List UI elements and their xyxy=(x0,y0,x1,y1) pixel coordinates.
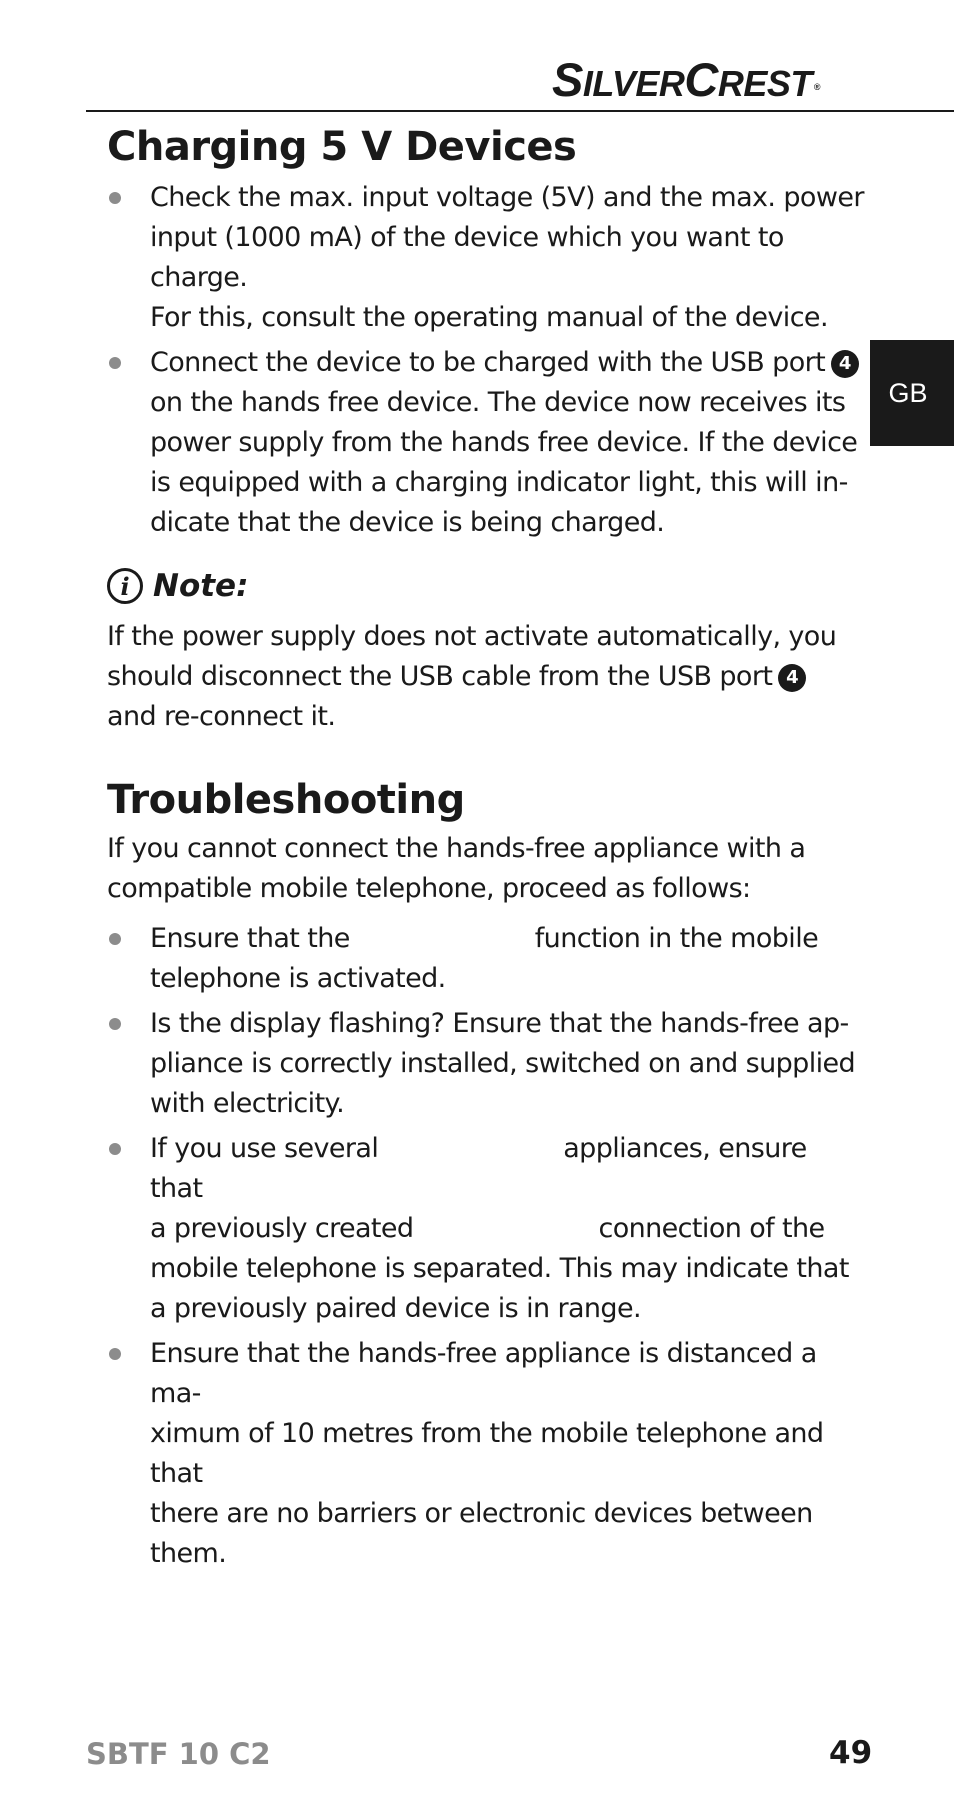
text-line: Is the display flashing? Ensure that the hands-free ap- xyxy=(150,1008,849,1039)
bullet-dot xyxy=(109,933,121,945)
text-segment: should disconnect the USB cable from the USB port xyxy=(107,661,773,692)
bullet-dot xyxy=(109,1143,121,1155)
text-line xyxy=(150,1209,867,1249)
text-line: a previously paired device is in range. xyxy=(150,1293,641,1324)
text-line: compatible mobile telephone, proceed as follows: xyxy=(107,873,751,904)
page-content xyxy=(107,122,867,1579)
note-label: Note: xyxy=(153,568,249,604)
list-item xyxy=(107,1334,867,1574)
text-line: mobile telephone is separated. This may indicate that xyxy=(150,1253,849,1284)
language-tab xyxy=(870,340,954,446)
port-number-badge: 4 xyxy=(831,350,859,378)
text-line: ximum of 10 metres from the mobile telephone and that xyxy=(150,1418,824,1489)
bullet-dot xyxy=(109,192,121,204)
brand-letter: S xyxy=(552,53,583,106)
text-line: on the hands free device. The device now receives its xyxy=(150,387,846,418)
bullet-dot xyxy=(109,1348,121,1360)
text-line xyxy=(150,1129,867,1209)
text-line: dicate that the device is being charged. xyxy=(150,507,665,538)
list-item xyxy=(107,343,867,543)
text-segment: a previously created xyxy=(150,1213,414,1244)
page-number: 49 xyxy=(829,1735,873,1771)
text-line: input (1000 mA) of the device which you want to charge. xyxy=(150,222,784,293)
list-item xyxy=(107,178,867,338)
text-line: Ensure that the hands-free appliance is distanced a ma- xyxy=(150,1338,817,1409)
brand-letter: C xyxy=(684,53,718,106)
text-line: If you cannot connect the hands-free appliance with a xyxy=(107,833,806,864)
charging-list xyxy=(107,178,867,543)
header-rule xyxy=(86,110,954,112)
troubleshooting-intro xyxy=(107,829,867,909)
section-title-charging: Charging 5 V Devices xyxy=(107,124,577,170)
text-line: If the power supply does not activate automatically, you xyxy=(107,621,837,652)
language-tab-label: GB xyxy=(888,377,928,408)
text-line: with electricity. xyxy=(150,1088,345,1119)
brand-letters: REST xyxy=(717,63,812,104)
note-heading xyxy=(107,561,867,611)
model-number: SBTF 10 C2 xyxy=(86,1737,271,1771)
registered-mark: ® xyxy=(813,81,820,92)
text-line: power supply from the hands free device. If the device xyxy=(150,427,858,458)
brand-logo xyxy=(552,52,820,107)
text-line xyxy=(150,343,867,383)
text-segment: function in the mobile xyxy=(534,923,819,954)
list-item xyxy=(107,1129,867,1329)
list-item xyxy=(107,919,867,999)
text-line: there are no barriers or electronic devices between them. xyxy=(150,1498,813,1569)
text-segment: Ensure that the xyxy=(150,923,350,954)
text-line: is equipped with a charging indicator light, this will in- xyxy=(150,467,848,498)
note-body xyxy=(107,617,867,737)
text-line: For this, consult the operating manual of the device. xyxy=(150,302,828,333)
section-title-troubleshooting: Troubleshooting xyxy=(107,777,465,823)
bullet-dot xyxy=(109,357,121,369)
text-segment: Connect the device to be charged with the USB port xyxy=(150,347,826,378)
info-icon: i xyxy=(107,568,143,604)
text-segment: connection of the xyxy=(598,1213,825,1244)
text-line xyxy=(107,657,867,697)
text-line: telephone is activated. xyxy=(150,963,446,994)
port-number-badge: 4 xyxy=(778,664,806,692)
text-line: Check the max. input voltage (5V) and the max. power xyxy=(150,182,864,213)
text-line xyxy=(150,919,867,959)
text-line: pliance is correctly installed, switched on and supplied xyxy=(150,1048,856,1079)
text-line: and re-connect it. xyxy=(107,701,336,732)
text-segment: If you use several xyxy=(150,1133,379,1164)
list-item xyxy=(107,1004,867,1124)
troubleshooting-list xyxy=(107,919,867,1574)
brand-letters: ILVER xyxy=(582,63,685,104)
text-segment: appliances, ensure that xyxy=(150,1133,807,1204)
bullet-dot xyxy=(109,1018,121,1030)
